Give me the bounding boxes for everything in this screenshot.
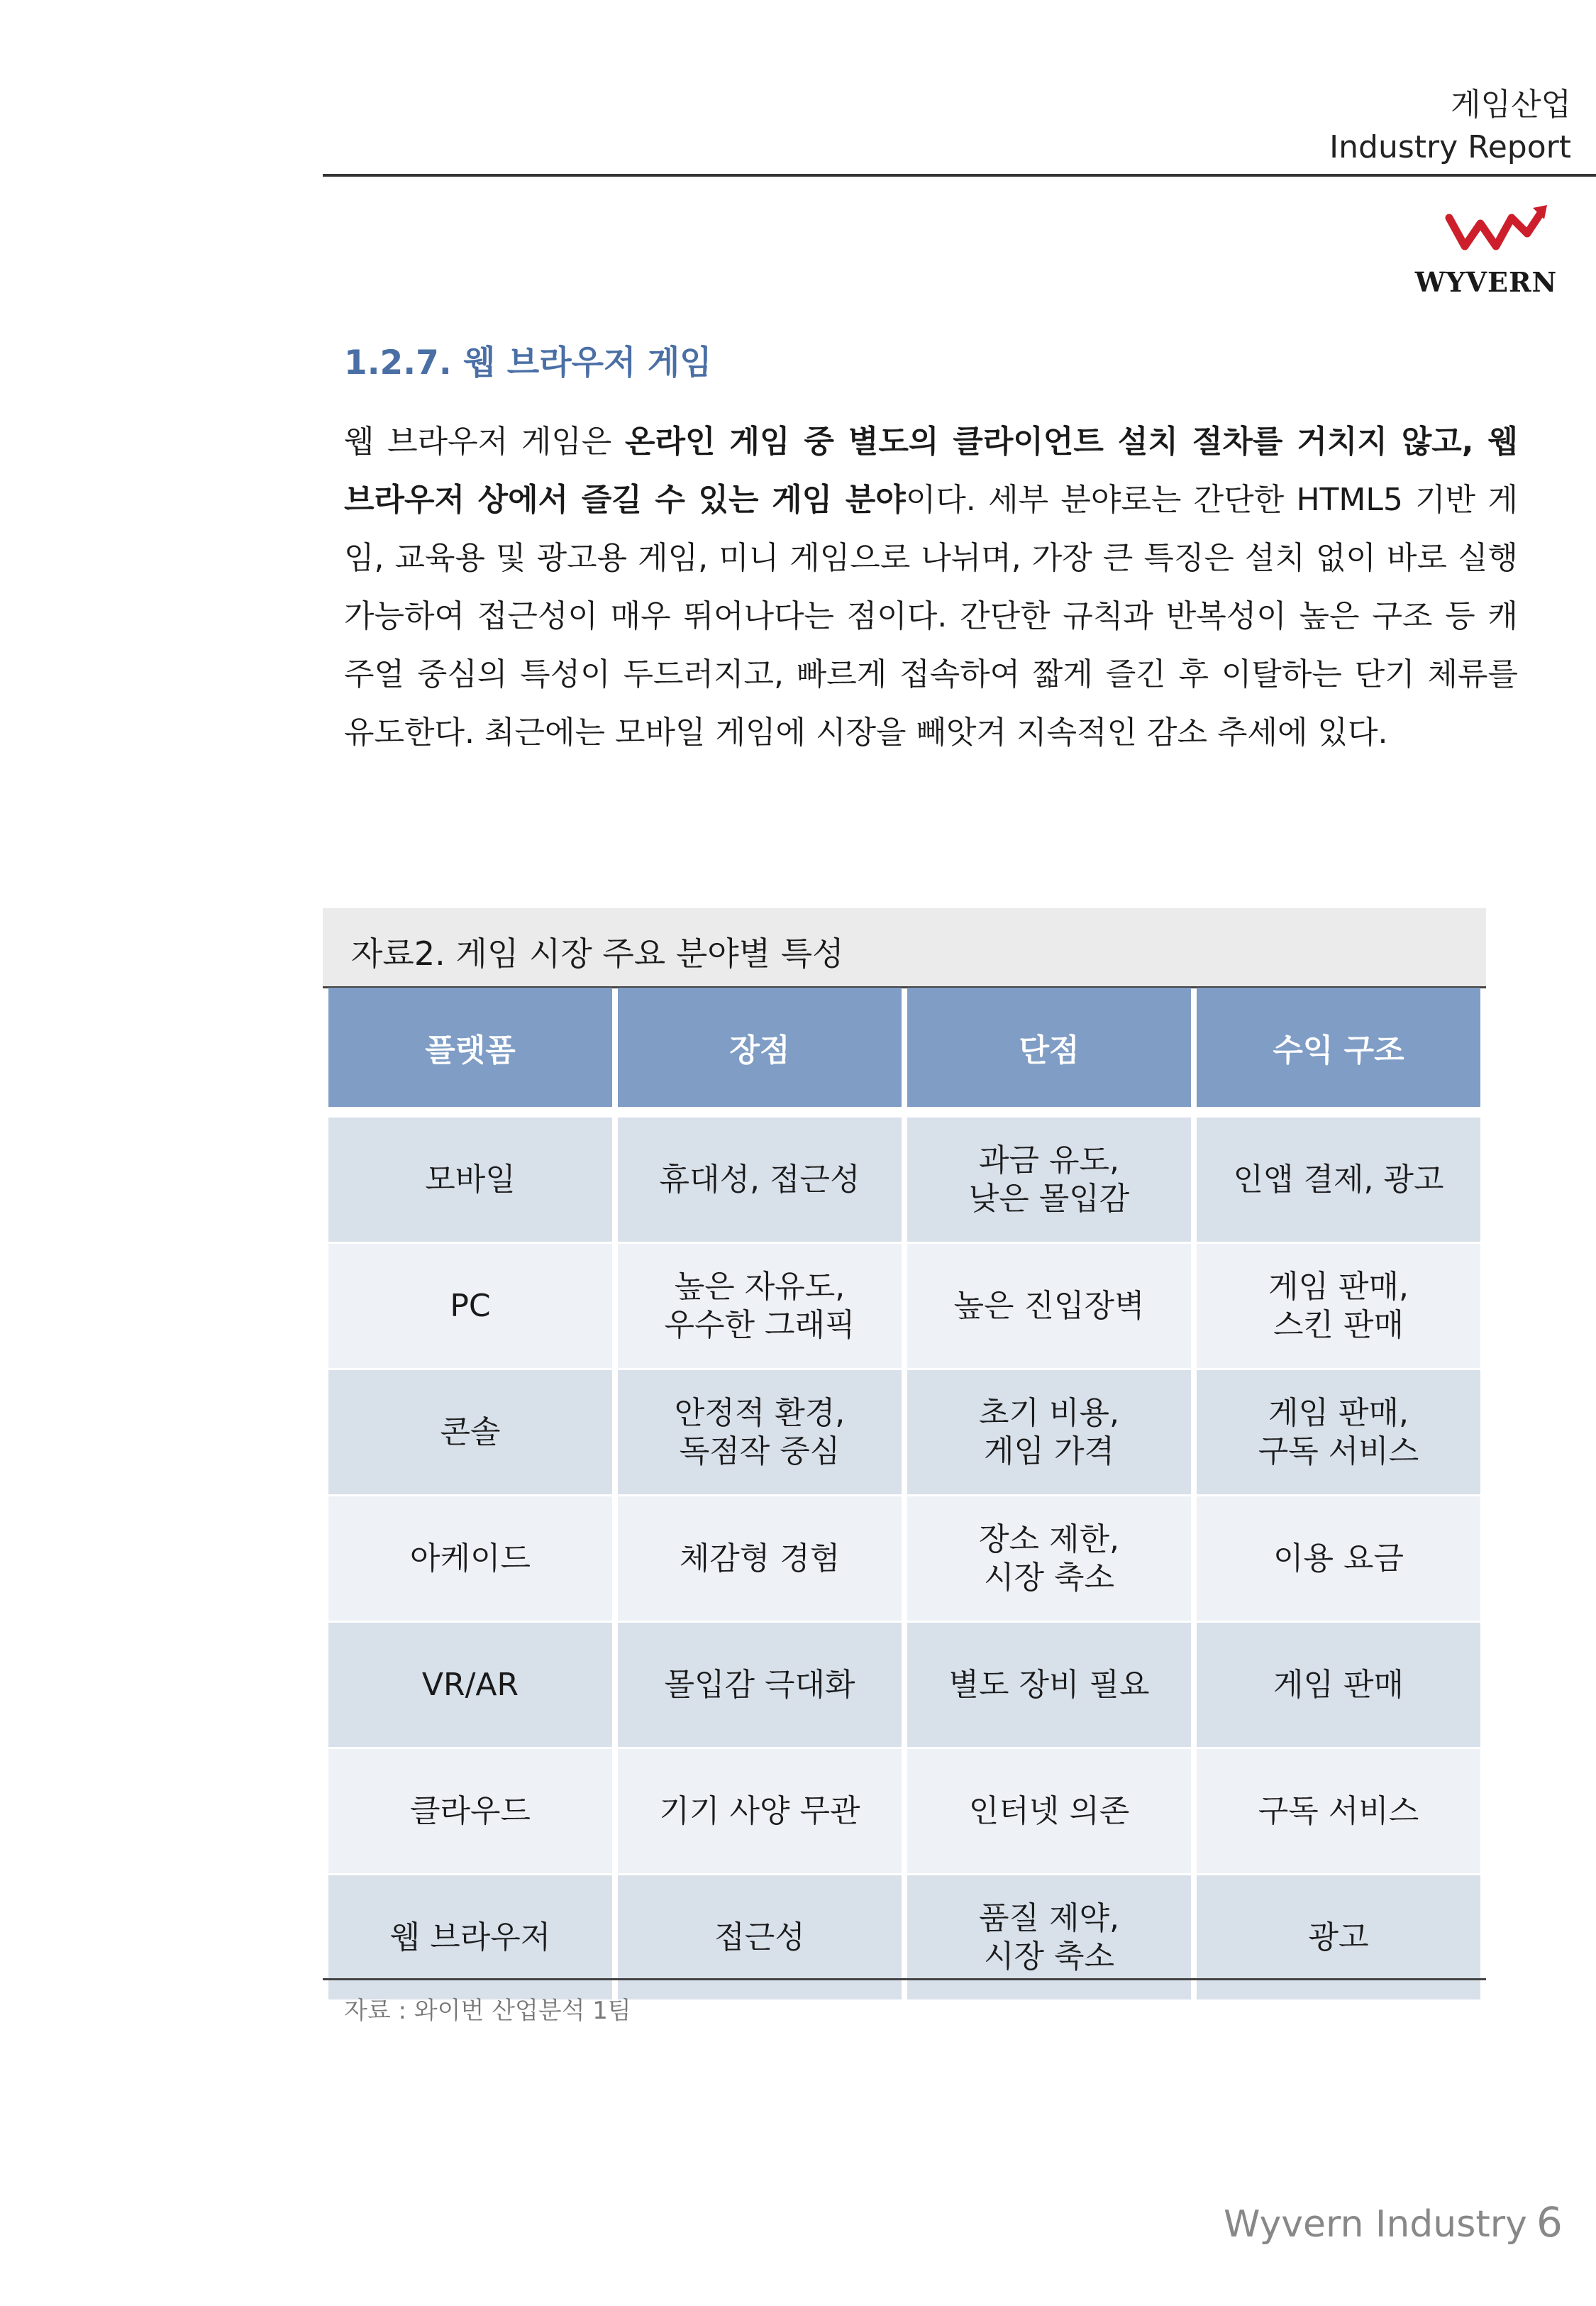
logo-wordmark: WYVERN	[1414, 266, 1558, 298]
page-number: 6	[1536, 2198, 1563, 2246]
table-row	[328, 1621, 1480, 1747]
paragraph-rest: 이다. 세부 분야로는 간단한 HTML5 기반 게임, 교육용 및 광고용 게임, 미니 게임으로 나뉘며, 가장 큰 특징은 설치 없이 바로 실행 가능하여 접근성이 매우 뛰어나다는 점이다. 간단한 규칙과 반복성이 높은 구조 등 캐주얼 중심의 특성이 두드러지고, 빠르게 접속하여 짧게 즐긴 후 이탈하는 단기 체류를 유도한다. 최근에는 모바일 게임에 시장을 빼앗겨 지속적인 감소 추세에 있다.	[344, 482, 1519, 751]
section-title: 1.2.7. 웹 브라우저 게임	[344, 343, 712, 382]
table-cell: 모바일	[328, 1115, 612, 1242]
table-cell: 체감형 경험	[618, 1494, 902, 1621]
table-cell: 웹 브라우저	[328, 1873, 612, 1999]
table-cell: 인터넷 의존	[907, 1747, 1191, 1873]
table-cell: 휴대성, 접근성	[618, 1115, 902, 1242]
table-cell: 기기 사양 무관	[618, 1747, 902, 1873]
table-cell: VR/AR	[328, 1621, 612, 1747]
table-cell: 게임 판매, 구독 서비스	[1197, 1368, 1480, 1494]
table-cell: 높은 진입장벽	[907, 1242, 1191, 1368]
table-cell: 몰입감 극대화	[618, 1621, 902, 1747]
table-cell: 게임 판매, 스킨 판매	[1197, 1242, 1480, 1368]
table-cell: 장소 제한, 시장 축소	[907, 1494, 1191, 1621]
table-cell: 이용 요금	[1197, 1494, 1480, 1621]
table-cell: 구독 서비스	[1197, 1747, 1480, 1873]
table-cell: 아케이드	[328, 1494, 612, 1621]
table-source: 자료 : 와이번 산업분석 1팀	[344, 1997, 631, 2025]
table-row	[328, 1115, 1480, 1242]
platform-table	[323, 988, 1486, 1999]
table-cell: 별도 장비 필요	[907, 1621, 1191, 1747]
paragraph-lead: 웹 브라우저 게임은	[344, 424, 625, 460]
table-caption-bar	[323, 908, 1486, 988]
table-row	[328, 1242, 1480, 1368]
wyvern-logo-icon	[1443, 202, 1550, 259]
body-paragraph	[344, 413, 1518, 762]
table-cell: PC	[328, 1242, 612, 1368]
table-cell: 높은 자유도, 우수한 그래픽	[618, 1242, 902, 1368]
table-caption: 자료2. 게임 시장 주요 분야별 특성	[351, 934, 844, 973]
header-subtitle: Industry Report	[1329, 129, 1571, 165]
header-divider	[323, 174, 1596, 177]
page-header	[323, 84, 1571, 169]
header-title: 게임산업	[1450, 87, 1571, 123]
table-bottom-rule	[323, 1978, 1486, 1980]
table-cell: 접근성	[618, 1873, 902, 1999]
table-cell: 과금 유도, 낮은 몰입감	[907, 1115, 1191, 1242]
table-header-row	[328, 988, 1480, 1107]
table-spacer	[328, 1107, 1480, 1115]
table-cell: 광고	[1197, 1873, 1480, 1999]
table-row	[328, 1747, 1480, 1873]
footer-brand: Wyvern Industry	[1224, 2203, 1527, 2246]
table-cell: 인앱 결제, 광고	[1197, 1115, 1480, 1242]
table-cell: 콘솔	[328, 1368, 612, 1494]
table-row	[328, 1494, 1480, 1621]
table-cell: 게임 판매	[1197, 1621, 1480, 1747]
table-cell: 안정적 환경, 독점작 중심	[618, 1368, 902, 1494]
table-row	[328, 1368, 1480, 1494]
table-cell: 품질 제약, 시장 축소	[907, 1873, 1191, 1999]
column-header: 수익 구조	[1197, 988, 1480, 1107]
table-cell: 클라우드	[328, 1747, 612, 1873]
paragraph-bold: 온라인 게임 중 별도의 클라이언트 설치 절차를 거치지 않고, 웹 브라우저 상에서 즐길 수 있는 게임 분야	[344, 424, 1518, 518]
table-row	[328, 1873, 1480, 1999]
table-cell: 초기 비용, 게임 가격	[907, 1368, 1191, 1494]
column-header: 장점	[618, 988, 902, 1107]
column-header: 플랫폼	[328, 988, 612, 1107]
column-header: 단점	[907, 988, 1191, 1107]
wyvern-logo	[1408, 202, 1564, 302]
